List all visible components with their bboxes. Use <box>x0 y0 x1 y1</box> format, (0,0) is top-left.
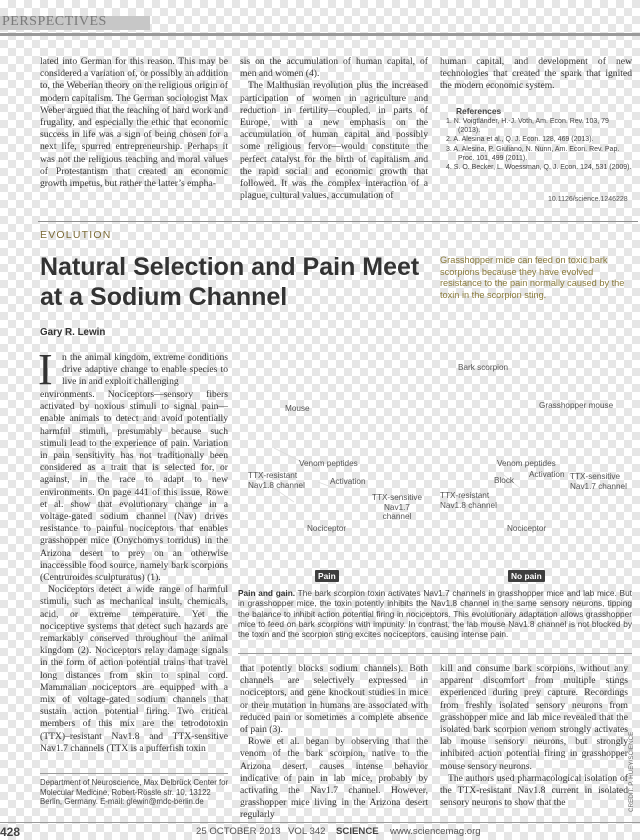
pain-badge: Pain <box>315 570 339 582</box>
body-para1-rest: environments. Nociceptors—sensory fibers activated by noxious stimuli to signal pain—enable animals to detect and avoid potentially harmful stimuli, presumably because such stimuli lead to the experience of pain. Variation in pain sensitivity has not traditionally been considered as a trait that is selected for, or against, in the race to adapt to new environments. On page 441 of this issue, Rowe et al. show that evolutionary change in a voltage-gated sodium channel (Nav) drives resistance to painful nociceptors that enables grasshopper mice (Onychomys torridus) in the Arizona desert to prey on an otherwise inaccessible food source, namely bark scorpions (Centruroides sculpturatus) (1). <box>40 389 228 584</box>
reference-item: 3. A. Alesina, P. Giuliano, N. Nunn, Am. Econ. Rev. Pap. Proc. 101, 499 (2011). <box>446 145 620 162</box>
header-rule <box>0 33 640 36</box>
caption-text: The bark scorpion toxin activates Nav1.7 channels in grasshopper mice and lab mice. But in grasshopper mice, the toxin potently inhibits the Nav1.8 channel in the same sensory neurons, tipping the balance to inhibit action potential firing in nociceptors. This evolutionary adaptation allows grasshopper mice to feed on bark scorpions with impunity. In contrast, the lab mouse Nav1.8 channel is not blocked by the toxin and the scorpion sting excites nociceptors, causing intense pain. <box>238 588 632 640</box>
body-para2: Nociceptors detect a wide range of harmful stimuli, such as mechanical insult, chemicals, acid, or extreme temperature. Yet the nociceptive systems that detect such hazards are remarkably conserved throughout the animal kingdom (2). Nociceptors relay damage signals in the form of action potential trains that travel long distances from skin to spinal cord. Mammalian nociceptors are equipped with a mix of voltage-gated sodium channels that sustain action potential firing. Two critical members of this mix are the tetrodotoxin (TTX)–resistant Nav1.8 and TTX-sensitive Nav1.7 channels (TTX is a pufferfish toxin <box>40 584 228 754</box>
top-col2-para1: sis on the accumulation of human capital, of men and women (4). <box>240 56 428 80</box>
no-pain-badge: No pain <box>508 570 545 582</box>
fig-label-ttx-sensitive-right: TTX-sensitive Nav1.7 channel <box>570 472 627 491</box>
magazine-name: SCIENCE <box>336 826 379 837</box>
fig-label-bark-scorpion: Bark scorpion <box>458 363 509 372</box>
reference-item: 1. N. Voigtländer, H.-J. Voth, Am. Econ. Rev. 103, 79 (2013). <box>446 118 609 135</box>
drop-cap: I <box>38 345 53 394</box>
volume-number: VOL 342 <box>288 826 326 837</box>
fig-label-ttx-resistant-left: TTX-resistant Nav1.8 channel <box>248 471 305 490</box>
top-col3-text: human capital, and development of new technologies that created the spark that ignited the modern economic system. <box>440 56 632 92</box>
fig-label-nociceptor-left: Nociceptor <box>307 524 347 533</box>
top-column-1 <box>40 56 228 190</box>
body-column-1 <box>40 389 228 755</box>
affiliation-divider <box>40 773 228 774</box>
fig-label-activation-right: Activation <box>529 470 565 479</box>
author-byline: Gary R. Lewin <box>40 327 106 338</box>
body-col2-para1: that potently blocks sodium channels). Both channels are selectively expressed in nociceptors, and gene knockout studies in mice or their mutation in humans are associated with reduced pain or sometimes a complete absence of pain (3). <box>240 663 428 736</box>
reference-item: 2. A. Alesina et al., Q. J. Econ. 128, 469 (2013). <box>446 136 594 144</box>
fig-label-ttx-sensitive-left: TTX-sensitive Nav1.7 channel <box>371 493 423 521</box>
author-affiliation: Department of Neuroscience, Max Delbrück Center for Molecular Medicine, Robert-Rössle str. 10, 13122 Berlin, Germany. E-mail: glewin@mdc-berlin.de <box>40 778 229 807</box>
fig-label-activation-left: Activation <box>330 477 366 486</box>
doi: 10.1126/science.1246228 <box>548 196 628 203</box>
image-credit: CREDIT: P. HUEY/SCIENCE <box>628 731 635 812</box>
references-list <box>446 117 632 172</box>
reference-item: 4. S. O. Becker, L. Woessman, Q. J. Econ. 124, 531 (2009). <box>446 164 632 172</box>
page-number: 428 <box>0 825 21 839</box>
body-col2-para2: Rowe et al. began by observing that the venom of the bark scorpion, native to the Arizona desert, causes intense behavior indicative of pain in lab mice, probably by activating the Nav1.7 channel. However, grasshopper mice living in the Arizona desert regularly <box>240 736 428 821</box>
footer-rule <box>0 822 640 823</box>
fig-label-venom-left: Venom peptides <box>299 459 358 468</box>
fig-label-mouse: Mouse <box>285 404 310 413</box>
body-col3-para1: kill and consume bark scorpions, without any apparent discomfort from multiple stings experienced during prey capture. Recordings from freshly isolated sensory neurons from grasshopper mice and lab mice revealed that the isolated bark scorpion venom strongly activates lab mouse sensory neurons, but strongly inhibited action potential firing in grasshopper mouse sensory neurons. <box>440 663 628 772</box>
body-first-lines <box>62 352 228 389</box>
issue-date: 25 OCTOBER 2013 <box>196 826 281 837</box>
caption-divider <box>238 653 632 654</box>
fig-label-venom-right: Venom peptides <box>497 459 556 468</box>
top-column-3 <box>440 56 632 93</box>
references-heading: References <box>456 106 502 116</box>
figure-diagram <box>238 352 632 584</box>
body-column-2 <box>240 663 428 822</box>
top-column-2 <box>240 56 428 202</box>
article-title: Natural Selection and Pain Meet at a Sodium Channel <box>40 253 420 311</box>
top-col2-para2: The Malthusian revolution plus the increased participation of women in agriculture and reduction in fertility—coupled, in parts of Europe, with a new emphasis on the accumulation of human capital and possibly some religious fervor—would constitute the perfect catalyst for the birth of capitalism and the rapid social and economic growth that followed. It was the complex interaction of a plague, cultural values, accumulation of <box>240 80 428 202</box>
body-col3-para2: The authors used pharmacological isolation of the TTX-resistant Nav1.8 current in isolated sensory neurons to show that the <box>440 772 628 809</box>
caption-lead: Pain and gain. <box>238 588 296 598</box>
section-divider <box>38 221 638 222</box>
figure-caption <box>238 588 632 639</box>
section-label: PERSPECTIVES <box>2 14 107 29</box>
magazine-url: www.sciencemag.org <box>390 826 481 837</box>
body-para1-start: n the animal kingdom, extreme conditions drive adaptive change to enable species to live in and exploit challenging <box>62 352 228 388</box>
top-col1-text: lated into German for this reason. This may be considered a variation of, or possibly an addition to, the Weberian theory on the religious origin of modern capitalism. The German sociologist Max Weber argued that the teaching of hard work and frugality, and especially the ethic that economic success in life was a sign of being chosen for a next life, spurred entrepreneurship. Perhaps it was not the religious teaching and moral values of Protestantism that created an economic growth impetus, but rather the latter’s empha- <box>40 56 228 190</box>
fig-label-ttx-resistant-right: TTX-resistant Nav1.8 channel <box>440 491 497 510</box>
article-section-label: EVOLUTION <box>40 229 112 241</box>
fig-label-nociceptor-right: Nociceptor <box>507 524 547 533</box>
fig-label-block: Block <box>494 476 515 485</box>
article-summary: Grasshopper mice can feed on toxic bark scorpions because they have evolved resistance to the pain normally caused by the toxin in the scorpion sting. <box>440 255 625 300</box>
body-column-3 <box>440 663 628 809</box>
fig-label-grasshopper-mouse: Grasshopper mouse <box>539 401 614 410</box>
